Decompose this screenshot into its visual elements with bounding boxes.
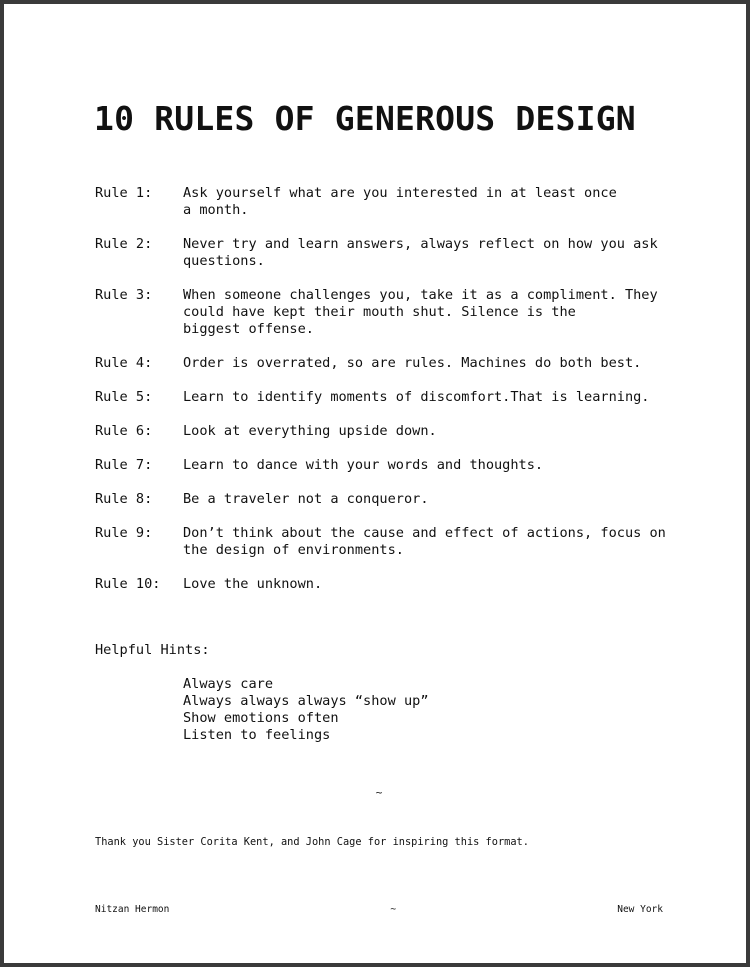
rule-label: Rule 7: [95,457,153,473]
rule-item [95,576,675,593]
page-footer [95,904,663,916]
hint-item: Always care [183,676,274,692]
rule-item [95,423,675,440]
rule-label: Rule 2: [95,236,153,252]
rule-label: Rule 4: [95,355,153,371]
footer-separator: ~ [390,904,397,915]
rule-text: Order is overrated, so are rules. Machines do both best. [183,355,642,371]
helpful-hints-label: Helpful Hints: [95,642,210,658]
rule-label: Rule 9: [95,525,153,541]
rule-text: Learn to identify moments of discomfort.That is learning. [183,389,650,405]
rule-text: Don’t think about the cause and effect of actions, focus on the design of environments. [183,525,666,558]
rule-item [95,236,675,270]
acknowledgement-text: Thank you Sister Corita Kent, and John Cage for inspiring this format. [95,836,529,848]
document-title: 10 RULES OF GENEROUS DESIGN [94,99,636,138]
rule-text: Never try and learn answers, always reflect on how you ask questions. [183,236,658,269]
rule-label: Rule 6: [95,423,153,439]
rule-label: Rule 8: [95,491,153,507]
rule-text: Learn to dance with your words and thoughts. [183,457,544,473]
helpful-hints-list [95,676,675,744]
rule-label: Rule 3: [95,287,153,303]
rule-label: Rule 10: [95,576,161,592]
rule-text: Ask yourself what are you interested in at least once a month. [183,185,617,218]
rule-text: Look at everything upside down. [183,423,437,439]
rule-item [95,287,675,338]
rules-list [95,185,675,610]
rule-item [95,355,675,372]
hint-item: Always always always “show up” [183,693,429,709]
rule-item [95,457,675,474]
helpful-hints-section [95,642,675,744]
rule-label: Rule 1: [95,185,153,201]
rule-text: Love the unknown. [183,576,323,592]
rule-item [95,491,675,508]
rule-text: Be a traveler not a conqueror. [183,491,429,507]
rule-text: When someone challenges you, take it as a compliment. They could have kept their mouth shut. Silence is the biggest offense. [183,287,658,337]
rule-item [95,525,675,559]
footer-author: Nitzan Hermon [95,904,170,915]
hint-item: Listen to feelings [183,727,331,743]
rule-item [95,185,675,219]
rule-label: Rule 5: [95,389,153,405]
section-separator: ~ [375,786,383,799]
rule-item [95,389,675,406]
footer-location: New York [617,904,663,915]
hint-item: Show emotions often [183,710,339,726]
